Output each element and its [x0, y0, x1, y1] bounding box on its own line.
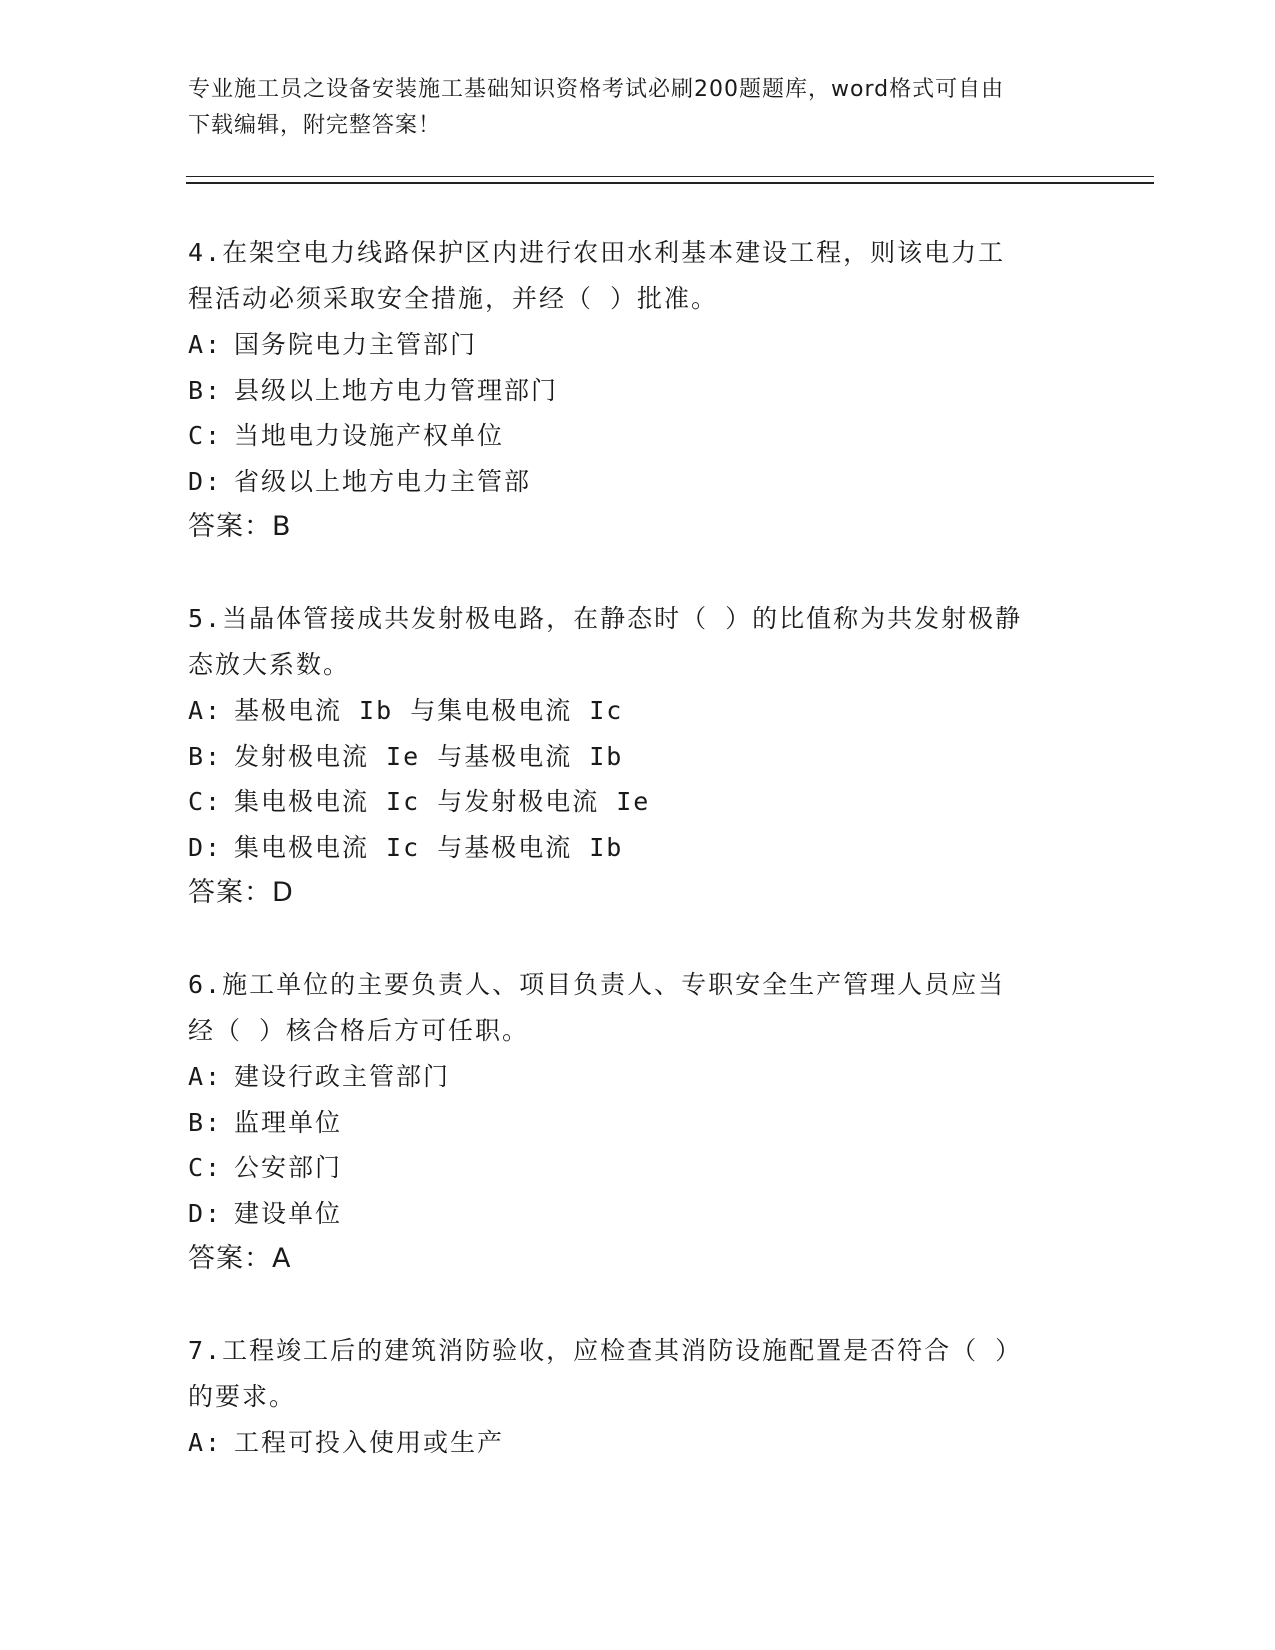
question-7 [188, 1328, 1088, 1466]
option-text: 公安部门 [234, 1153, 343, 1182]
option-a [188, 688, 1088, 734]
option-letter: A: [188, 1428, 223, 1457]
option-letter: C: [188, 787, 223, 816]
option-d [188, 1191, 1088, 1237]
option-text: 集电极电流 Ic 与基极电流 Ib [234, 832, 624, 862]
option-text: 工程可投入使用或生产 [234, 1428, 505, 1457]
option-letter: D: [188, 1198, 223, 1228]
answer-line: 答案：D [188, 877, 294, 908]
option-letter: A: [188, 330, 223, 359]
option-letter: C: [188, 1153, 223, 1182]
question-5 [188, 596, 1088, 916]
question-stem-line: 程活动必须采取安全措施，并经（ ）批准。 [188, 284, 719, 313]
option-letter: B: [188, 1107, 223, 1137]
option-text: 监理单位 [234, 1107, 343, 1137]
option-c [188, 413, 1088, 459]
option-c [188, 779, 1088, 825]
answer-line: 答案：A [188, 1243, 292, 1274]
option-letter: A: [188, 1062, 223, 1091]
question-stem-line: 6.施工单位的主要负责人、项目负责人、专职安全生产管理人员应当 [188, 970, 1006, 999]
option-text: 基极电流 Ib 与集电极电流 Ic [234, 696, 624, 725]
question-stem-line: 经（ ）核合格后方可任职。 [188, 1016, 530, 1045]
option-text: 建设行政主管部门 [234, 1062, 451, 1091]
answer-line: 答案：B [188, 511, 292, 542]
option-letter: A: [188, 696, 223, 725]
option-letter: D: [188, 466, 223, 496]
question-list [188, 230, 1088, 1512]
question-stem-line: 的要求。 [188, 1382, 297, 1411]
option-text: 当地电力设施产权单位 [234, 421, 505, 450]
option-letter: B: [188, 741, 223, 771]
question-stem-line: 4.在架空电力线路保护区内进行农田水利基本建设工程，则该电力工 [188, 238, 1006, 267]
option-text: 国务院电力主管部门 [234, 330, 478, 359]
question-stem-line: 态放大系数。 [188, 650, 351, 679]
header-divider [186, 176, 1154, 184]
option-text: 省级以上地方电力主管部 [234, 466, 532, 496]
option-letter: D: [188, 832, 223, 862]
question-6 [188, 962, 1088, 1282]
header-title-line-2: 下载编辑，附完整答案！ [188, 113, 442, 138]
question-stem-line: 7.工程竣工后的建筑消防验收，应检查其消防设施配置是否符合（ ） [188, 1336, 1023, 1365]
option-a [188, 1420, 1088, 1466]
option-d [188, 459, 1088, 505]
header-title-line-1: 专业施工员之设备安装施工基础知识资格考试必刷200题题库，word格式可自由 [188, 77, 1005, 102]
document-header [188, 72, 1088, 144]
option-a [188, 1054, 1088, 1100]
option-c [188, 1145, 1088, 1191]
option-b [188, 734, 1088, 780]
option-b [188, 1100, 1088, 1146]
option-text: 集电极电流 Ic 与发射极电流 Ie [234, 787, 651, 816]
question-stem-line: 5.当晶体管接成共发射极电路，在静态时（ ）的比值称为共发射极静 [188, 604, 1023, 633]
option-letter: C: [188, 421, 223, 450]
option-letter: B: [188, 375, 223, 405]
question-4 [188, 230, 1088, 550]
option-text: 发射极电流 Ie 与基极电流 Ib [234, 741, 624, 771]
option-text: 县级以上地方电力管理部门 [234, 375, 559, 405]
option-b [188, 368, 1088, 414]
option-d [188, 825, 1088, 871]
option-a [188, 322, 1088, 368]
option-text: 建设单位 [234, 1198, 343, 1228]
